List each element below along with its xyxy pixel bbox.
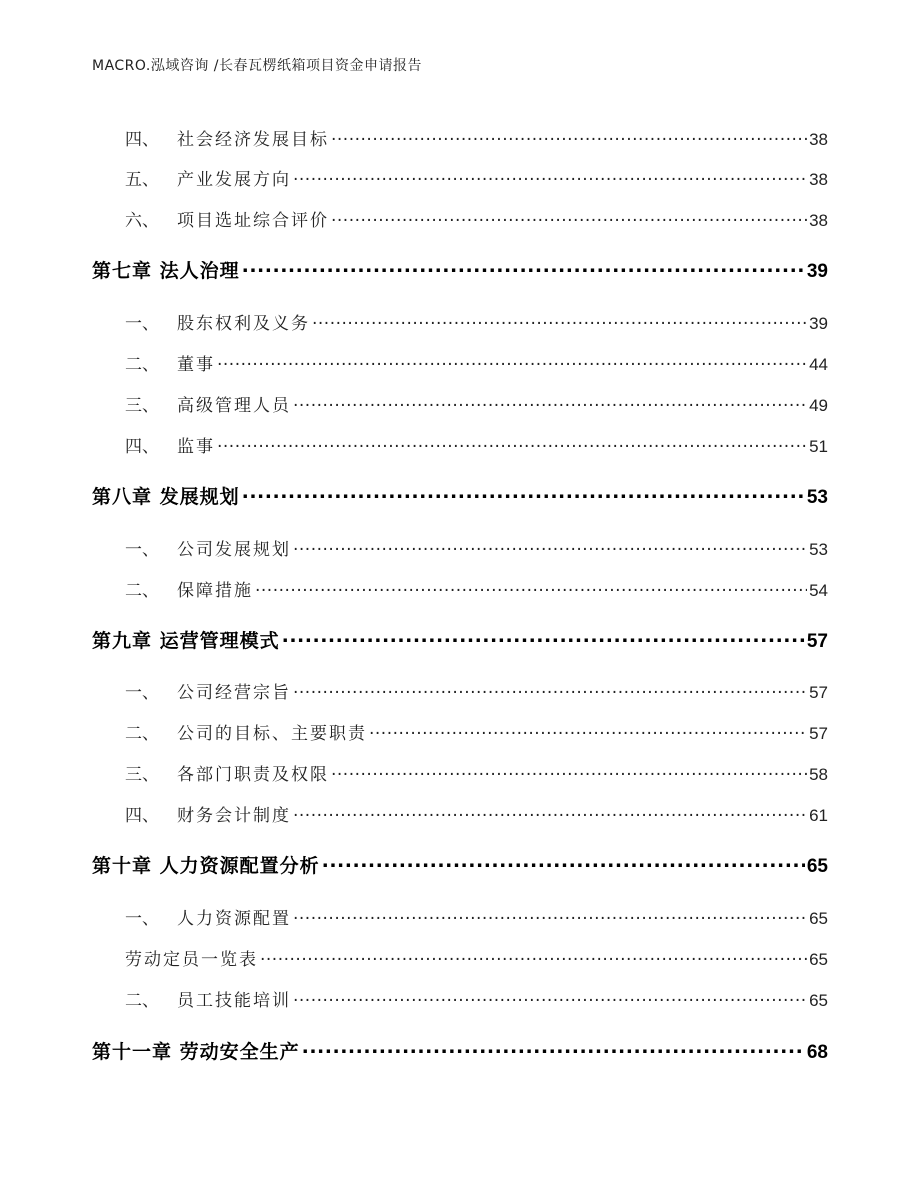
toc-entry-page: 61 [809, 806, 828, 825]
toc-entry-page: 65 [809, 950, 828, 969]
toc-leader-dots [331, 763, 807, 780]
toc-entry-title: 人力资源配置 [177, 909, 291, 929]
toc-entry-page: 54 [809, 581, 828, 600]
toc-leader-dots [331, 128, 807, 145]
toc-entry-page: 38 [809, 130, 828, 149]
toc-entry[interactable] [125, 719, 828, 744]
toc-entry-page: 39 [809, 314, 828, 333]
toc-entry[interactable] [125, 165, 828, 190]
toc-entry-number: 一、 [125, 683, 159, 703]
toc-entry-title: 董事 [177, 355, 215, 375]
toc-chapter[interactable] [92, 482, 828, 509]
toc-leader-dots [302, 1039, 805, 1058]
toc-chapter-page: 68 [806, 1042, 828, 1063]
toc-entry-number: 六、 [125, 211, 159, 231]
toc-entry[interactable] [125, 309, 828, 334]
toc-entry[interactable] [125, 350, 828, 375]
toc-entry-title: 公司的目标、主要职责 [177, 724, 367, 744]
toc-entry[interactable] [125, 986, 828, 1011]
toc-entry-title: 社会经济发展目标 [177, 130, 329, 150]
toc-entry-title: 各部门职责及权限 [177, 765, 329, 785]
toc-entry-page: 38 [809, 211, 828, 230]
toc-entry[interactable] [125, 904, 828, 929]
toc-entry-number: 二、 [125, 724, 159, 744]
toc-chapter-title: 第八章 发展规划 [92, 486, 240, 508]
toc-entry-number: 四、 [125, 130, 159, 150]
toc-entry[interactable] [125, 945, 828, 970]
toc-entry-title: 项目选址综合评价 [177, 211, 329, 231]
toc-entry-number: 四、 [125, 806, 159, 826]
toc-chapter-title: 第九章 运营管理模式 [92, 630, 280, 652]
toc-entry-number: 一、 [125, 909, 159, 929]
toc-entry-page: 57 [809, 724, 828, 743]
toc-leader-dots [255, 579, 807, 596]
toc-entry-title: 高级管理人员 [177, 396, 291, 416]
toc-entry-number: 一、 [125, 314, 159, 334]
toc-entry-page: 51 [809, 437, 828, 456]
toc-leader-dots [312, 312, 807, 329]
toc-entry-number: 二、 [125, 991, 159, 1011]
toc-entry-number: 二、 [125, 581, 159, 601]
toc-entry[interactable] [125, 206, 828, 231]
toc-chapter-page: 39 [806, 261, 828, 282]
toc-chapter[interactable] [92, 1037, 828, 1064]
toc-entry[interactable] [125, 801, 828, 826]
toc-entry-page: 58 [809, 765, 828, 784]
toc-entry-title: 公司发展规划 [177, 540, 291, 560]
toc-leader-dots [293, 168, 807, 185]
toc-chapter[interactable] [92, 256, 828, 283]
toc-entry-page: 53 [809, 540, 828, 559]
toc-chapter-title: 第十章 人力资源配置分析 [92, 855, 320, 877]
toc-leader-dots [260, 948, 807, 965]
toc-entry-title: 公司经营宗旨 [177, 683, 291, 703]
toc-leader-dots [282, 628, 805, 647]
toc-chapter-page: 53 [806, 487, 828, 508]
toc-leader-dots [293, 907, 807, 924]
toc-chapter-title: 第十一章 劳动安全生产 [92, 1041, 300, 1063]
toc-entry-page: 38 [809, 170, 828, 189]
toc-entry-title: 产业发展方向 [177, 170, 291, 190]
toc-entry-page: 57 [809, 683, 828, 702]
toc-chapter-page: 65 [806, 856, 828, 877]
toc-leader-dots [322, 853, 805, 872]
toc-leader-dots [369, 722, 807, 739]
toc-entry-number: 二、 [125, 355, 159, 375]
toc-entry-number: 五、 [125, 170, 159, 190]
toc-entry-number: 一、 [125, 540, 159, 560]
toc-entry[interactable] [125, 125, 828, 150]
toc-leader-dots [242, 484, 805, 503]
toc-entry[interactable] [125, 391, 828, 416]
toc-entry-page: 49 [809, 396, 828, 415]
toc-entry-title: 监事 [177, 437, 215, 457]
toc-leader-dots [217, 353, 807, 370]
toc-entry-page: 65 [809, 991, 828, 1010]
toc-entry-number: 三、 [125, 765, 159, 785]
toc-entry-number: 三、 [125, 396, 159, 416]
page-header: MACRO.泓域咨询 /长春瓦楞纸箱项目资金申请报告 [92, 58, 422, 74]
toc-chapter-title: 第七章 法人治理 [92, 260, 240, 282]
toc-leader-dots [293, 394, 807, 411]
toc-entry-page: 65 [809, 909, 828, 928]
toc-leader-dots [293, 804, 807, 821]
toc-leader-dots [242, 258, 805, 277]
toc-entry-page: 44 [809, 355, 828, 374]
toc-entry-title: 员工技能培训 [177, 991, 291, 1011]
toc-leader-dots [293, 989, 807, 1006]
toc-entry-number: 四、 [125, 437, 159, 457]
toc-entry[interactable] [125, 678, 828, 703]
toc-leader-dots [293, 538, 807, 555]
toc-entry[interactable] [125, 432, 828, 457]
toc-entry-title: 劳动定员一览表 [125, 950, 258, 970]
toc-entry[interactable] [125, 535, 828, 560]
toc-entry-title: 保障措施 [177, 581, 253, 601]
toc-leader-dots [331, 209, 807, 226]
toc-entry-title: 财务会计制度 [177, 806, 291, 826]
toc-entry[interactable] [125, 576, 828, 601]
toc-chapter[interactable] [92, 626, 828, 653]
toc-entry[interactable] [125, 760, 828, 785]
toc-chapter-page: 57 [806, 631, 828, 652]
toc-chapter[interactable] [92, 851, 828, 878]
toc-leader-dots [293, 681, 807, 698]
toc-leader-dots [217, 435, 807, 452]
toc-entry-title: 股东权利及义务 [177, 314, 310, 334]
